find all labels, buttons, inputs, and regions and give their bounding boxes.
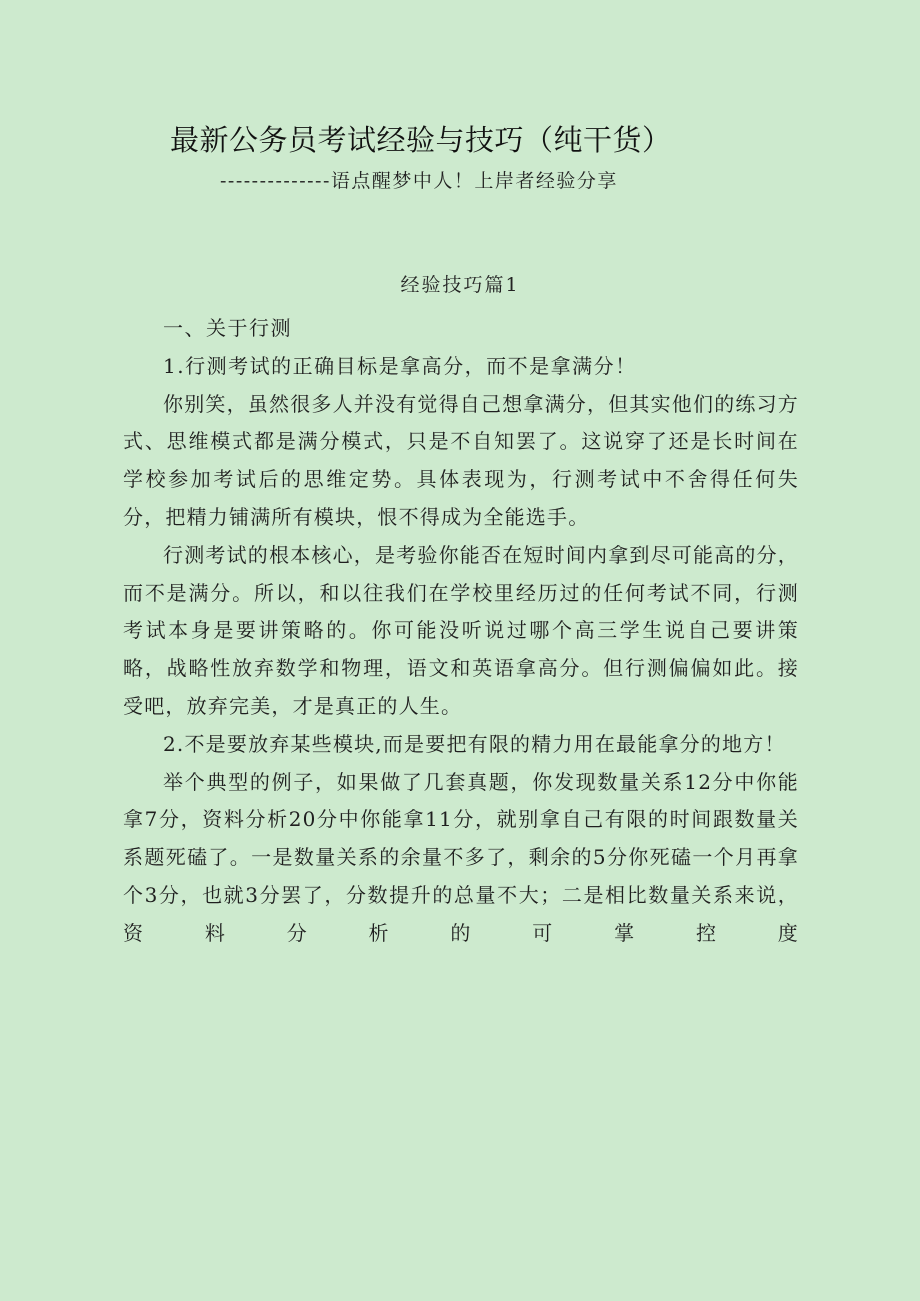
body-paragraph: 行测考试的根本核心，是考验你能否在短时间内拿到尽可能高的分，而不是满分。所以，和以往我们在学校里经历过的任何考试不同，行测考试本身是要讲策略的。你可能没听说过哪个高三学生说自己要讲策略，战略性放弃数学和物理，语文和英语拿高分。但行测偏偏如此。接受吧，放弃完美，才是真正的人生。 <box>123 542 799 718</box>
document-subtitle: --------------语点醒梦中人！上岸者经验分享 <box>220 170 618 192</box>
document-title: 最新公务员考试经验与技巧（纯干货） <box>170 123 672 157</box>
body-paragraph: 你别笑，虽然很多人并没有觉得自己想拿满分，但其实他们的练习方式、思维模式都是满分模式，只是不自知罢了。这说穿了还是长时间在学校参加考试后的思维定势。具体表现为，行测考试中不舍得任何失分，把精力铺满所有模块，恨不得成为全能选手。 <box>123 391 799 529</box>
section-title: 经验技巧篇1 <box>400 274 520 296</box>
body-paragraph: 举个典型的例子，如果做了几套真题，你发现数量关系12分中你能拿7分，资料分析20分中你能拿11分，就别拿自己有限的时间跟数量关系题死磕了。一是数量关系的余量不多了，剩余的5分你死磕一个月再拿个3分，也就3分罢了，分数提升的总量不大；二是相比数量关系来说，资料分析的可掌控度 <box>123 769 799 945</box>
document-body <box>123 310 799 953</box>
point-heading-2: 2.不是要放弃某些模块,而是要把有限的精力用在最能拿分的地方！ <box>163 731 786 756</box>
point-heading-1: 1.行测考试的正确目标是拿高分，而不是拿满分！ <box>163 353 637 378</box>
section-heading: 一、关于行测 <box>163 316 292 340</box>
